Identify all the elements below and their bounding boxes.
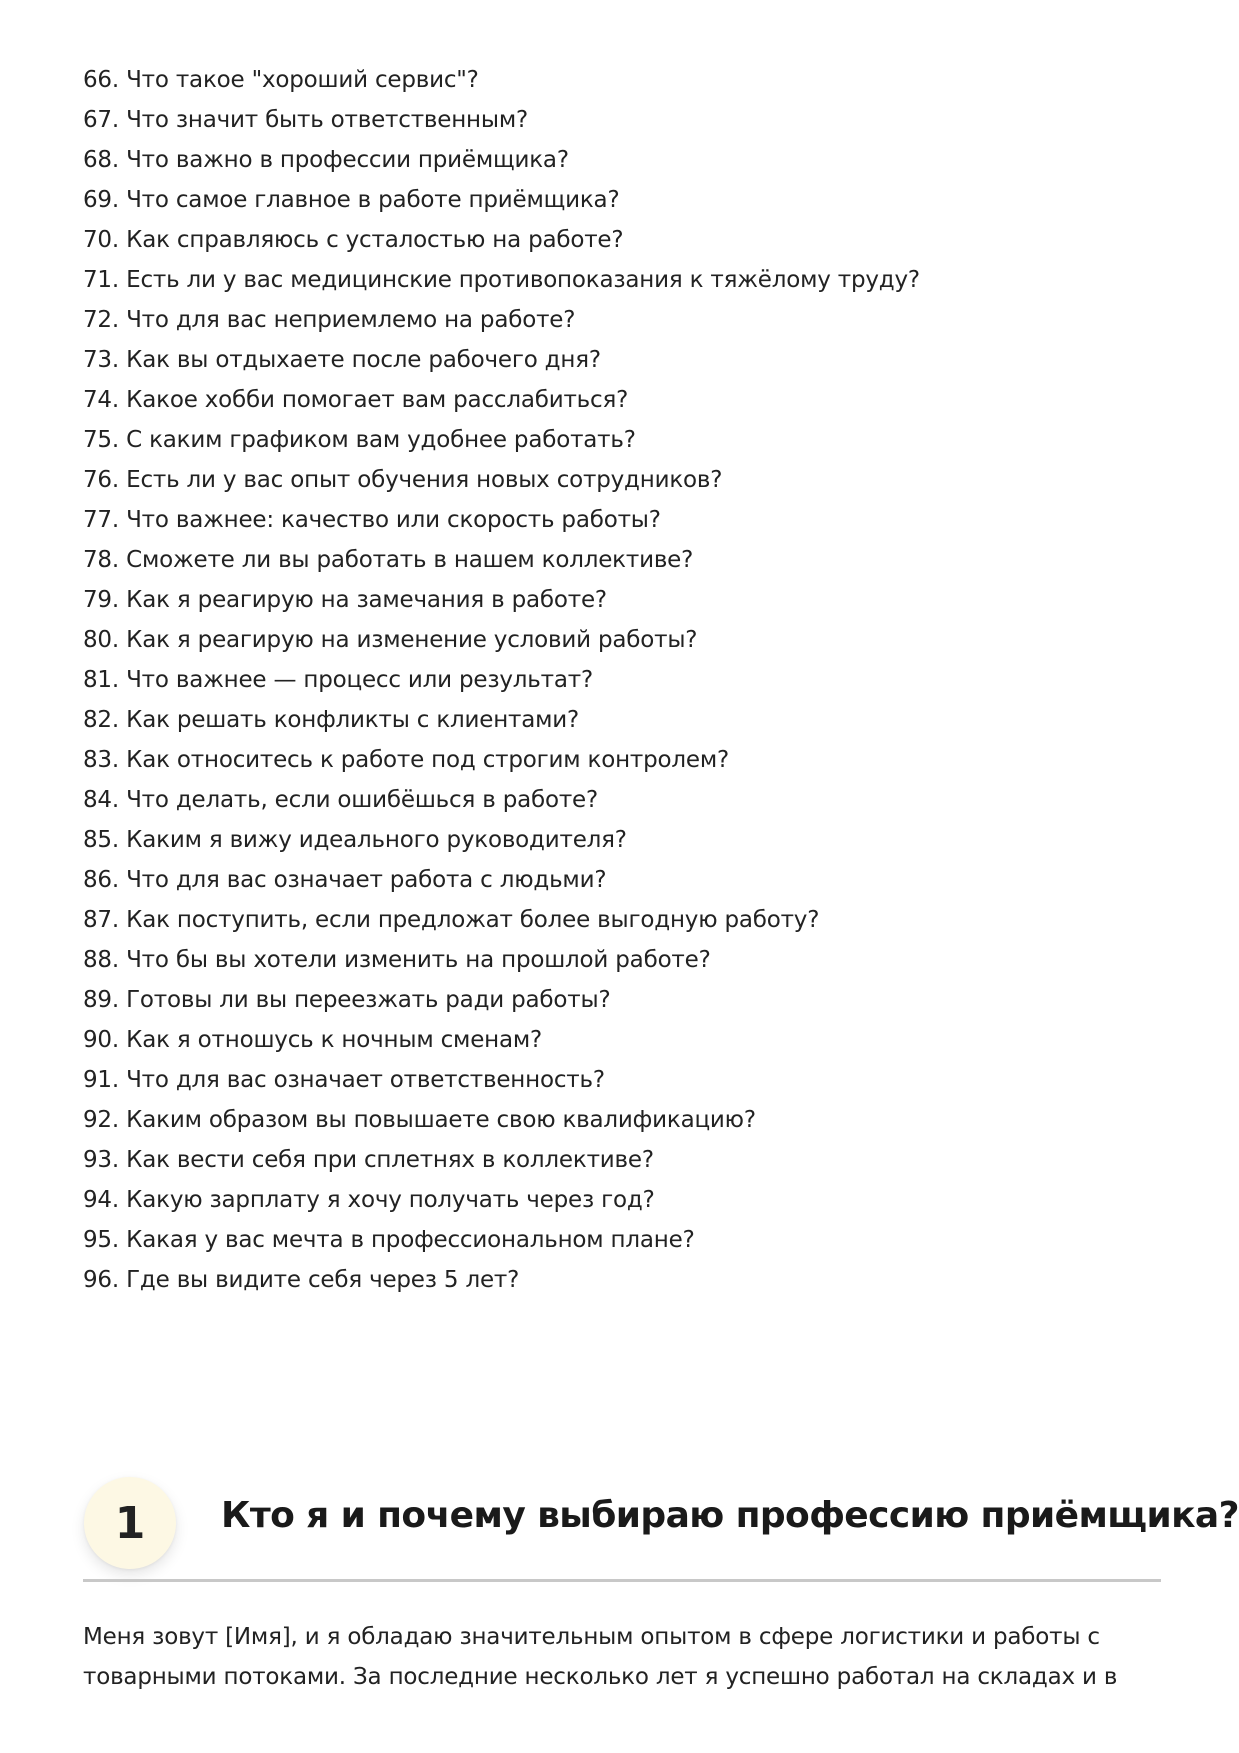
question-number: 82. [83, 707, 119, 733]
question-number: 80. [83, 627, 119, 653]
question-text: Что такое "хороший сервис"? [126, 67, 479, 93]
question-item [83, 1180, 1163, 1220]
question-item [83, 100, 1163, 140]
body-paragraph [83, 1617, 1163, 1697]
question-text: Что для вас неприемлемо на работе? [126, 307, 576, 333]
question-item [83, 900, 1163, 940]
question-item [83, 140, 1163, 180]
paragraph-line: Меня зовут [Имя], и я обладаю значительным опытом в сфере логистики и работы с [83, 1624, 1100, 1650]
question-text: Что делать, если ошибёшься в работе? [126, 787, 599, 813]
question-text: Каким я вижу идеального руководителя? [126, 827, 627, 853]
question-item [83, 740, 1163, 780]
paragraph-line: товарными потоками. За последние несколько лет я успешно работал на складах и в [83, 1664, 1118, 1690]
question-text: С каким графиком вам удобнее работать? [126, 427, 636, 453]
question-number: 77. [83, 507, 119, 533]
question-item [83, 780, 1163, 820]
section-header [83, 1473, 1239, 1580]
question-text: Какую зарплату я хочу получать через год? [126, 1187, 655, 1213]
question-number: 83. [83, 747, 119, 773]
question-text: Каким образом вы повышаете свою квалификацию? [126, 1107, 756, 1133]
question-item [83, 660, 1163, 700]
question-item [83, 1140, 1163, 1180]
question-item [83, 820, 1163, 860]
question-item [83, 180, 1163, 220]
question-number: 84. [83, 787, 119, 813]
question-item [83, 620, 1163, 660]
question-text: Есть ли у вас медицинские противопоказания к тяжёлому труду? [126, 267, 920, 293]
question-number: 78. [83, 547, 119, 573]
question-number: 70. [83, 227, 119, 253]
question-number: 85. [83, 827, 119, 853]
section-number-badge: 1 [84, 1477, 176, 1569]
question-text: Что важно в профессии приёмщика? [126, 147, 569, 173]
question-item [83, 260, 1163, 300]
question-text: Что значит быть ответственным? [126, 107, 528, 133]
question-item [83, 300, 1163, 340]
question-text: Что для вас означает ответственность? [126, 1067, 605, 1093]
question-number: 86. [83, 867, 119, 893]
question-item [83, 380, 1163, 420]
question-item [83, 460, 1163, 500]
section-title: Кто я и почему выбираю профессию приёмщика? [221, 1495, 1239, 1536]
question-text: Как вы отдыхаете после рабочего дня? [126, 347, 601, 373]
question-number: 75. [83, 427, 119, 453]
question-item [83, 340, 1163, 380]
question-list [83, 60, 1163, 1300]
question-text: Что бы вы хотели изменить на прошлой работе? [126, 947, 711, 973]
question-item [83, 540, 1163, 580]
question-text: Как я реагирую на изменение условий работы? [126, 627, 698, 653]
question-number: 88. [83, 947, 119, 973]
question-item [83, 980, 1163, 1020]
question-text: Что важнее — процесс или результат? [126, 667, 593, 693]
question-number: 91. [83, 1067, 119, 1093]
question-number: 92. [83, 1107, 119, 1133]
question-number: 76. [83, 467, 119, 493]
question-number: 74. [83, 387, 119, 413]
question-number: 69. [83, 187, 119, 213]
question-text: Как поступить, если предложат более выгодную работу? [126, 907, 820, 933]
question-text: Где вы видите себя через 5 лет? [126, 1267, 520, 1293]
question-number: 67. [83, 107, 119, 133]
question-text: Как решать конфликты с клиентами? [126, 707, 580, 733]
question-text: Как относитесь к работе под строгим контролем? [126, 747, 729, 773]
question-number: 79. [83, 587, 119, 613]
question-item [83, 60, 1163, 100]
question-item [83, 1060, 1163, 1100]
question-number: 66. [83, 67, 119, 93]
question-number: 87. [83, 907, 119, 933]
question-item [83, 1220, 1163, 1260]
question-text: Как справляюсь с усталостью на работе? [126, 227, 624, 253]
question-text: Что для вас означает работа с людьми? [126, 867, 607, 893]
question-text: Какая у вас мечта в профессиональном плане? [126, 1227, 695, 1253]
question-number: 90. [83, 1027, 119, 1053]
question-text: Готовы ли вы переезжать ради работы? [126, 987, 611, 1013]
question-text: Как я реагирую на замечания в работе? [126, 587, 607, 613]
question-text: Какое хобби помогает вам расслабиться? [126, 387, 629, 413]
question-number: 72. [83, 307, 119, 333]
question-item [83, 1020, 1163, 1060]
question-number: 95. [83, 1227, 119, 1253]
question-number: 89. [83, 987, 119, 1013]
question-number: 94. [83, 1187, 119, 1213]
question-item [83, 1260, 1163, 1300]
question-number: 93. [83, 1147, 119, 1173]
question-number: 73. [83, 347, 119, 373]
question-number: 96. [83, 1267, 119, 1293]
question-text: Сможете ли вы работать в нашем коллективе? [126, 547, 694, 573]
question-item [83, 220, 1163, 260]
question-text: Как вести себя при сплетнях в коллективе? [126, 1147, 654, 1173]
question-text: Что самое главное в работе приёмщика? [126, 187, 620, 213]
question-item [83, 940, 1163, 980]
question-item [83, 500, 1163, 540]
question-number: 68. [83, 147, 119, 173]
question-text: Как я отношусь к ночным сменам? [126, 1027, 543, 1053]
question-item [83, 860, 1163, 900]
question-text: Что важнее: качество или скорость работы? [126, 507, 661, 533]
question-number: 81. [83, 667, 119, 693]
question-item [83, 700, 1163, 740]
section-divider [83, 1579, 1161, 1582]
question-item [83, 420, 1163, 460]
question-item [83, 580, 1163, 620]
question-text: Есть ли у вас опыт обучения новых сотрудников? [126, 467, 723, 493]
question-item [83, 1100, 1163, 1140]
question-number: 71. [83, 267, 119, 293]
